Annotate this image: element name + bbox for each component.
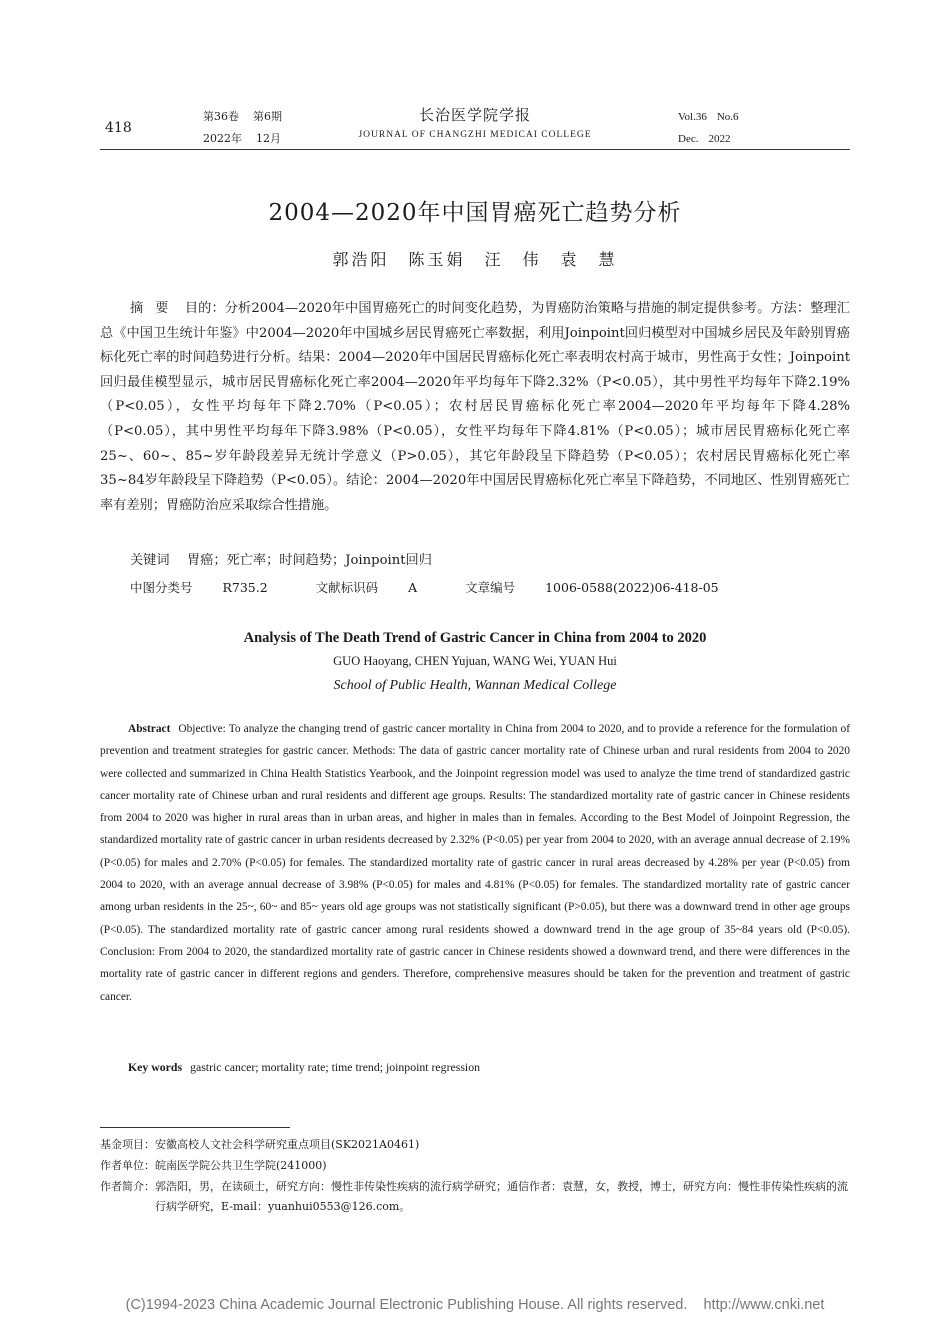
abstract-text-cn: 目的：分析2004—2020年中国胃癌死亡的时间变化趋势，为胃癌防治策略与措施的制定提供参考。方法：整理汇总《中国卫生统计年鉴》中2004—2020年中国城乡居民胃癌死亡率数据，利用Joinpoint回归模型对中国城乡居民及年龄别胃癌标化死亡率的时间趋势进行分析。结果：2004—2020年中国居民胃癌标化死亡率表明农村高于城市，男性高于女性；Joinpoint回归最佳模型显示，城市居民胃癌标化死亡率2004—2020年平均每年下降2.32%（P<0.05），其中男性平均每年下降2.19%（P<0.05），女性平均每年下降2.70%（P<0.05）；农村居民胃癌标化死亡率2004—2020年平均每年下降4.28%（P<0.05），其中男性平均每年下降3.98%（P<0.05），女性平均每年下降4.81%（P<0.05）；城市居民胃癌标化死亡率25~、60~、85~岁年龄段差异无统计学意义（P>0.05），其它年龄段呈下降趋势（P<0.05）；农村居民胃癌标化死亡率35~84岁年龄段呈下降趋势（P<0.05）。结论：2004—2020年中国居民胃癌标化死亡率呈下降趋势，不同地区、性别胃癌死亡率有差别；胃癌防治应采取综合性措施。	[100, 301, 850, 513]
volume-en: Vol.36	[678, 111, 707, 123]
month: 12月	[256, 132, 281, 145]
classification-line	[130, 578, 763, 596]
volume: 第36卷	[203, 110, 239, 123]
article-no-value: 1006-0588(2022)06-418-05	[545, 580, 719, 595]
footnote-fund	[100, 1135, 850, 1155]
header-left	[203, 106, 296, 150]
article-no-label: 文章编号	[465, 580, 516, 595]
english-affiliation: School of Public Health, Wannan Medical College	[333, 678, 617, 693]
footnote-divider	[100, 1127, 290, 1128]
english-abstract	[100, 718, 850, 1008]
unit-label: 作者单位：	[100, 1159, 155, 1172]
year-en: 2022	[708, 133, 731, 145]
keywords-text-cn: 胃癌；死亡率；时间趋势；Joinpoint回归	[186, 553, 432, 568]
page-number: 418	[105, 120, 132, 136]
journal-header	[325, 104, 625, 140]
chinese-abstract	[100, 297, 850, 518]
abstract-label-cn: 摘要	[130, 301, 181, 316]
clc-value: R735.2	[222, 580, 268, 595]
keywords-label-cn: 关键词	[130, 553, 170, 568]
footnote-unit	[100, 1156, 850, 1176]
keywords-text-en: gastric cancer; mortality rate; time trend; joinpoint regression	[190, 1060, 480, 1074]
header-divider	[100, 149, 850, 150]
fund-label: 基金项目：	[100, 1138, 155, 1151]
doc-code-value: A	[408, 580, 418, 595]
year: 2022年	[203, 132, 242, 145]
copyright-footer: (C)1994-2023 China Academic Journal Electronic Publishing House. All rights reserved. http://www.cnki.net	[125, 1297, 825, 1313]
bio-label: 作者简介：	[100, 1180, 155, 1193]
english-keywords	[128, 1060, 480, 1075]
journal-name-cn: 长治医学院学报	[418, 106, 531, 124]
english-title: Analysis of The Death Trend of Gastric Cancer in China from 2004 to 2020	[243, 630, 707, 646]
clc-label: 中图分类号	[130, 580, 193, 595]
doc-code-label: 文献标识码	[315, 580, 379, 595]
month-en: Dec.	[678, 133, 699, 145]
abstract-label-en: Abstract	[128, 723, 171, 735]
journal-name-en: JOURNAL OF CHANGZHI MEDICAI COLLEGE	[358, 130, 592, 140]
footnote-bio	[100, 1177, 850, 1217]
keywords-label-en: Key words	[128, 1060, 183, 1074]
issue: 第6期	[253, 110, 282, 123]
fund-text: 安徽高校人文社会科学研究重点项目(SK2021A0461)	[155, 1138, 420, 1151]
abstract-text-en: Objective: To analyze the changing trend of gastric cancer mortality in China from 2004 to 2020, and to provide a reference for the formulation of prevention and treatment strategies for gastric cancer. Methods: The data of gastric cancer mortality rate of Chinese urban and rural residents from 2004 to 2020 were collected and summarized in China Health Statistics Yearbook, and the Joinpoint regression model was used to analyze the time trend of standardized gastric cancer mortality rate of Chinese urban and rural residents and different age groups. Results: The standardized mortality rate of gastric cancer in Chinese residents from 2004 to 2020 was higher in rural areas than in urban areas, and higher in males than in females. According to the Best Model of Joinpoint Regression, the standardized mortality rate of gastric cancer in urban residents decreased by 2.32% (P<0.05) per year from 2004 to 2020, with an average annual decrease of 2.19% (P<0.05) for males and 2.70% (P<0.05) for females. The standardized mortality rate of gastric cancer in rural areas decreased by 4.28% per year (P<0.05) from 2004 to 2020, with an average annual decrease of 3.98% (P<0.05) for males and 4.81% (P<0.05) for females. The standardized mortality rate of gastric cancer among urban residents in the 25~, 60~ and 85~ years old age groups was not statistically significant (P>0.05), but there was a downward trend in other age groups (P<0.05). The standardized mortality rate of gastric cancer among rural residents showed a downward trend in the age group of 35~84 years old (P<0.05). Conclusion: From 2004 to 2020, the standardized mortality rate of gastric cancer in Chinese residents showed a downward trend, and there were differences in the mortality rate of gastric cancer in different regions and genders. Therefore, comprehensive measures should be taken for the prevention and treatment of gastric cancer.	[100, 723, 850, 1003]
author-list: 郭浩阳 陈玉娟 汪 伟 袁 慧	[332, 250, 618, 269]
issue-en: No.6	[716, 111, 739, 123]
header-right	[678, 106, 749, 150]
bio-text: 郭浩阳，男，在读硕士，研究方向：慢性非传染性疾病的流行病学研究；通信作者：袁慧，女，教授，博士，研究方向：慢性非传染性疾病的流行病学研究，E-mail：yuanhui0553@126.com。	[155, 1180, 848, 1213]
chinese-keywords	[100, 549, 850, 568]
unit-text: 皖南医学院公共卫生学院(241000)	[155, 1159, 327, 1172]
article-title: 2004—2020年中国胃癌死亡趋势分析	[268, 200, 682, 226]
english-authors: GUO Haoyang, CHEN Yujuan, WANG Wei, YUAN Hui	[333, 654, 617, 668]
